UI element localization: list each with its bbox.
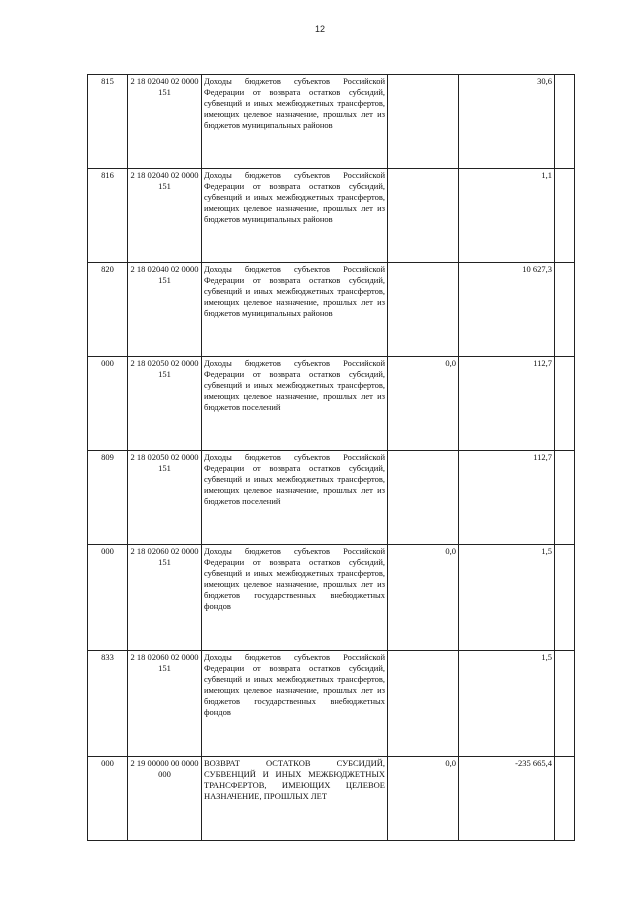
value-1-cell <box>388 75 459 169</box>
value-2-cell: 1,5 <box>459 651 555 757</box>
admin-code-cell: 816 <box>88 169 128 263</box>
budget-table <box>87 74 575 841</box>
value-3-cell <box>555 651 575 757</box>
value-1-cell <box>388 263 459 357</box>
income-name-cell: Доходы бюджетов субъектов Российской Федерации от возврата остатков субсидий, субвенций и иных межбюджетных трансфертов, имеющих целевое назначение, прошлых лет из бюджетов государственных внебюджетных фондов <box>202 651 388 757</box>
table-row <box>88 757 575 841</box>
admin-code-cell: 833 <box>88 651 128 757</box>
table-row <box>88 357 575 451</box>
admin-code-cell: 820 <box>88 263 128 357</box>
value-3-cell <box>555 169 575 263</box>
income-name-cell: Доходы бюджетов субъектов Российской Федерации от возврата остатков субсидий, субвенций и иных межбюджетных трансфертов, имеющих целевое назначение, прошлых лет из бюджетов муниципальных районов <box>202 75 388 169</box>
value-2-cell: 1,5 <box>459 545 555 651</box>
income-name-cell: Доходы бюджетов субъектов Российской Федерации от возврата остатков субсидий, субвенций и иных межбюджетных трансфертов, имеющих целевое назначение, прошлых лет из бюджетов муниципальных районов <box>202 169 388 263</box>
budget-classification-code-cell: 2 18 02050 02 0000 151 <box>128 451 202 545</box>
value-1-cell <box>388 451 459 545</box>
income-name-cell: Доходы бюджетов субъектов Российской Федерации от возврата остатков субсидий, субвенций и иных межбюджетных трансфертов, имеющих целевое назначение, прошлых лет из бюджетов поселений <box>202 357 388 451</box>
admin-code-cell: 000 <box>88 757 128 841</box>
value-3-cell <box>555 75 575 169</box>
value-2-cell: 112,7 <box>459 451 555 545</box>
admin-code-cell: 809 <box>88 451 128 545</box>
budget-classification-code-cell: 2 18 02040 02 0000 151 <box>128 263 202 357</box>
table-row <box>88 263 575 357</box>
income-name-cell: ВОЗВРАТ ОСТАТКОВ СУБСИДИЙ, СУБВЕНЦИЙ И ИНЫХ МЕЖБЮДЖЕТНЫХ ТРАНСФЕРТОВ, ИМЕЮЩИХ ЦЕЛЕВОЕ НАЗНАЧЕНИЕ, ПРОШЛЫХ ЛЕТ <box>202 757 388 841</box>
budget-classification-code-cell: 2 18 02060 02 0000 151 <box>128 545 202 651</box>
table-row <box>88 169 575 263</box>
budget-classification-code-cell: 2 18 02060 02 0000 151 <box>128 651 202 757</box>
value-3-cell <box>555 263 575 357</box>
table-row <box>88 75 575 169</box>
budget-classification-code-cell: 2 19 00000 00 0000 000 <box>128 757 202 841</box>
table-row <box>88 545 575 651</box>
value-1-cell <box>388 651 459 757</box>
budget-classification-code-cell: 2 18 02040 02 0000 151 <box>128 75 202 169</box>
budget-classification-code-cell: 2 18 02050 02 0000 151 <box>128 357 202 451</box>
income-name-cell: Доходы бюджетов субъектов Российской Федерации от возврата остатков субсидий, субвенций и иных межбюджетных трансфертов, имеющих целевое назначение, прошлых лет из бюджетов государственных внебюджетных фондов <box>202 545 388 651</box>
value-1-cell: 0,0 <box>388 545 459 651</box>
table-row <box>88 651 575 757</box>
income-name-cell: Доходы бюджетов субъектов Российской Федерации от возврата остатков субсидий, субвенций и иных межбюджетных трансфертов, имеющих целевое назначение, прошлых лет из бюджетов муниципальных районов <box>202 263 388 357</box>
admin-code-cell: 000 <box>88 357 128 451</box>
value-1-cell: 0,0 <box>388 357 459 451</box>
value-3-cell <box>555 757 575 841</box>
value-3-cell <box>555 545 575 651</box>
value-2-cell: 30,6 <box>459 75 555 169</box>
admin-code-cell: 000 <box>88 545 128 651</box>
value-3-cell <box>555 357 575 451</box>
value-1-cell: 0,0 <box>388 757 459 841</box>
value-2-cell: -235 665,4 <box>459 757 555 841</box>
value-2-cell: 1,1 <box>459 169 555 263</box>
value-1-cell <box>388 169 459 263</box>
table-row <box>88 451 575 545</box>
budget-classification-code-cell: 2 18 02040 02 0000 151 <box>128 169 202 263</box>
value-2-cell: 112,7 <box>459 357 555 451</box>
page-number: 12 <box>314 24 325 34</box>
value-2-cell: 10 627,3 <box>459 263 555 357</box>
admin-code-cell: 815 <box>88 75 128 169</box>
value-3-cell <box>555 451 575 545</box>
income-name-cell: Доходы бюджетов субъектов Российской Федерации от возврата остатков субсидий, субвенций и иных межбюджетных трансфертов, имеющих целевое назначение, прошлых лет из бюджетов поселений <box>202 451 388 545</box>
